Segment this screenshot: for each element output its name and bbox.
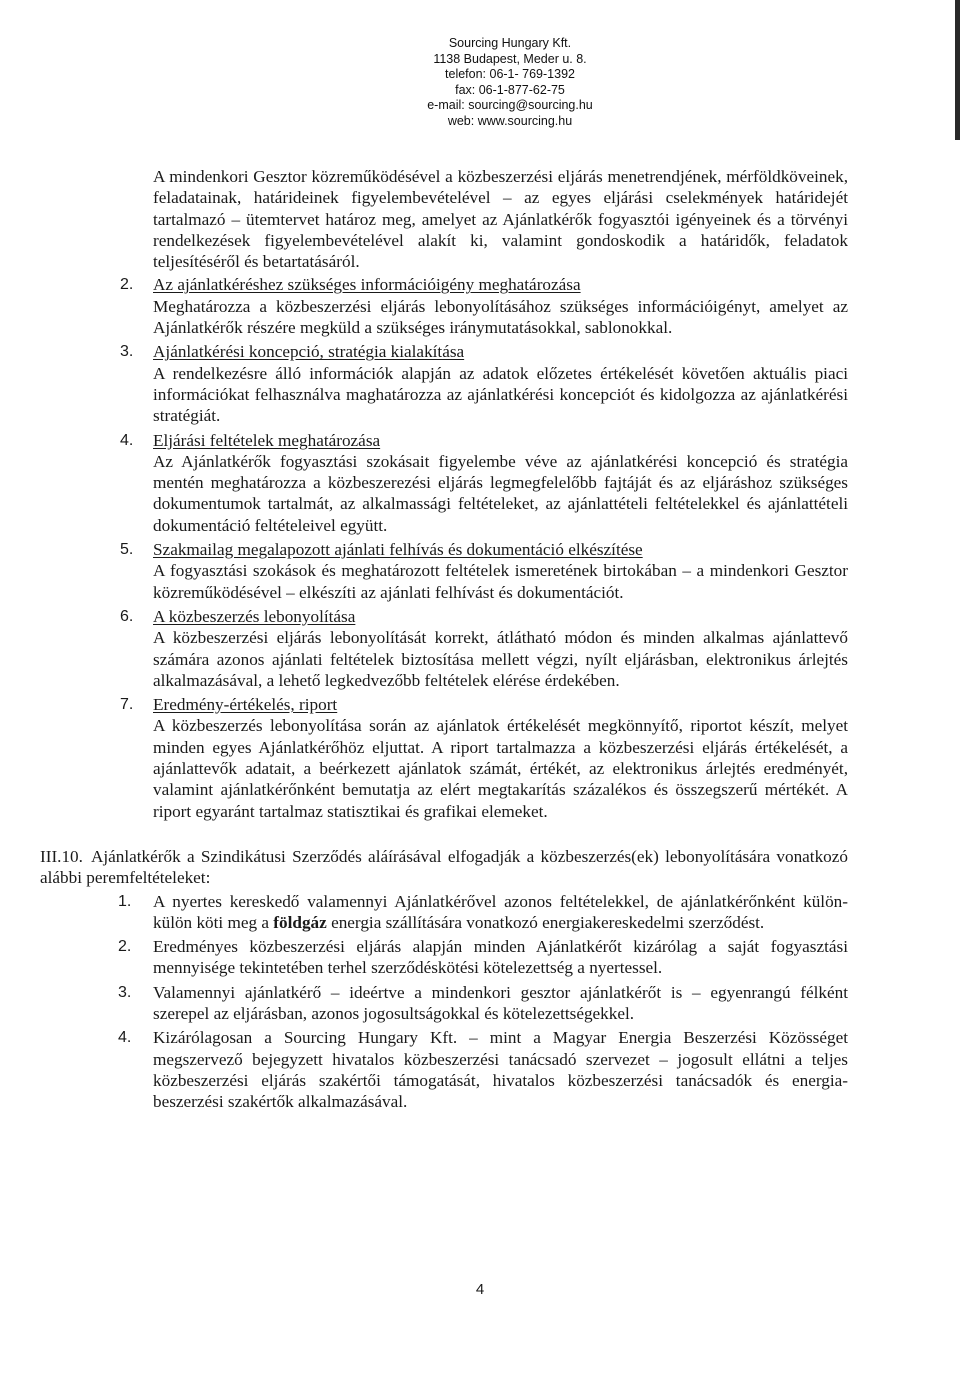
company-email: e-mail: sourcing@sourcing.hu	[427, 98, 593, 113]
company-web: web: www.sourcing.hu	[447, 113, 573, 128]
item-title: A közbeszerzés lebonyolítása	[153, 606, 356, 626]
condition-text	[153, 891, 848, 934]
company-fax: fax: 06-1-877-62-75	[455, 82, 565, 97]
intro-paragraph: A mindenkori Gesztor közreműködésével a közbeszerzési eljárás menetrendjének, mérföldköveinek, feladatainak, határideinek figyelembevételével – az egyes eljárási cselekmények határidejét tartalmazó – ütemtervet határoz meg, amelyet az Ajánlatkérők fogyasztói igényeinek és a törvényi rendelkezések figyelembevételével alakít ki, valamint gondoskodik a határidők, feladatok teljesítéséről és betartatásáról.	[153, 167, 848, 272]
item-title: Az ajánlatkéréshez szükséges információigény meghatározása	[153, 275, 581, 295]
company-address: 1138 Budapest, Meder u. 8.	[433, 51, 587, 66]
item-title: Szakmailag megalapozott ajánlati felhívás és dokumentáció elkészítése	[153, 540, 643, 560]
item-text: Az Ajánlatkérők fogyasztási szokásait figyelembe véve az ajánlatkérési koncepció és stratégia mentén meghatározza a közbeszerezési eljárás legmegfelelőbb fajtáját és az eljáráshoz szükséges dokumentumok tartalmát, az alkalmassági feltételeket, az ajánlattételi feltételekkel és ajánlattételi dokumentáció feltételeivel együtt.	[153, 451, 848, 535]
list-item	[96, 936, 848, 979]
item-number: 3.	[120, 343, 134, 361]
condition-text: Eredményes közbeszerzési eljárás alapján minden Ajánlatkérőt kizárólag a saját fogyasztási mennyisége tekintetében terhel szerződéskötési kötelezettség a nyertessel.	[153, 937, 848, 978]
condition-number: 4.	[118, 1029, 132, 1047]
item-number: 6.	[120, 607, 134, 625]
condition-number: 1.	[118, 892, 132, 910]
condition-text: Valamennyi ajánlatkérő – ideértve a mindenkori gesztor ajánlatkérőt is – egyenrangú félként szerepel az eljárásban, azonos jogosultságokkal és kötelezettségekkel.	[153, 982, 848, 1023]
item-title: Ajánlatkérési koncepció, stratégia kialakítása	[153, 342, 465, 362]
item-text: A közbeszerzés lebonyolítása során az ajánlatok értékelését megkönnyítő, riportot készít, melyet minden egyes Ajánlatkérőhöz eljuttat. A riport tartalmazza a közbeszerzési eljárás értékelését, a ajánlattevők adatait, a beérkezett ajánlatok számát, értékét, az elektronikus árlejtés eredményét, valamint ajánlatkérőnként bemutatja az elért megtakarítás százalékos és összegszerű mértékét. A riport egyaránt tartalmaz statisztikai és grafikai elemeket.	[153, 716, 848, 821]
item-text: A közbeszerzési eljárás lebonyolítását korrekt, átlátható módon és minden alkalmas ajánlattevő számára azonos ajánlati feltételek biztosítása mellett végzi, nyílt eljárásban, elektronikus árlejtés alkalmazásával, a lehető legkedvezőbb feltételek elérése érdekében.	[153, 628, 848, 690]
item-title: Eredmény-értékelés, riport	[153, 695, 338, 715]
condition-bold-term: földgáz	[273, 912, 327, 932]
section-number: III.10.	[40, 846, 83, 866]
item-number: 2.	[120, 276, 134, 294]
list-item	[96, 891, 848, 934]
list-item	[96, 430, 848, 536]
company-name: Sourcing Hungary Kft.	[448, 36, 572, 50]
condition-text-part: energia szállítására vonatkozó energiakereskedelmi szerződést.	[326, 912, 765, 932]
list-item	[96, 274, 848, 338]
list-item	[96, 539, 848, 603]
section-iii-10	[40, 846, 848, 889]
list-item	[96, 982, 848, 1025]
condition-number: 2.	[118, 938, 132, 956]
list-item	[96, 341, 848, 426]
section-text: Ajánlatkérők a Szindikátusi Szerződés aláírásával elfogadják a közbeszerzés(ek) lebonyolítására vonatkozó alábbi peremfeltételeket:	[40, 846, 848, 888]
item-title: Eljárási feltételek meghatározása	[153, 430, 381, 450]
list-item	[96, 694, 848, 822]
page-number: 4	[475, 1281, 485, 1298]
condition-text-part: A nyertes kereskedő valamennyi Ajánlatkérővel azonos feltételekkel, de ajánlatkérőnként külön-külön köti meg a	[153, 891, 848, 932]
condition-text: Kizárólagosan a Sourcing Hungary Kft. – mint a Magyar Energia Beszerzési Közösséget megszervező bejegyzett hivatalos közbeszerzési tanácsadó szervezet – jogosult ellátni a teljes közbeszerzési eljárás szakértői támogatását, hivatalos közbeszerzési tanácsadók és energia-beszerzési szakértők alkalmazásával.	[153, 1028, 848, 1112]
list-item	[96, 1027, 848, 1112]
item-number: 4.	[120, 431, 134, 449]
condition-number: 3.	[118, 983, 132, 1001]
service-list	[96, 274, 848, 821]
item-number: 5.	[120, 541, 134, 559]
item-text: Meghatározza a közbeszerzési eljárás lebonyolításához szükséges információigényt, amelyet az Ajánlatkérők részére megküld a szükséges iránymutatásokkal, sablonokkal.	[153, 296, 848, 338]
document-body	[40, 166, 848, 1113]
item-text: A fogyasztási szokások és meghatározott feltételek ismeretének birtokában – a mindenkori Gesztor közreműködésével – elkészíti az ajánlati felhívást és dokumentációt.	[153, 561, 848, 602]
letterhead	[0, 36, 960, 130]
item-number: 7.	[120, 696, 134, 714]
list-item	[96, 606, 848, 691]
conditions-list	[96, 891, 848, 1113]
item-text: A rendelkezésre álló információk alapján az adatok előzetes értékelését követően aktuális piaci információkat felhasználva maghatározza az ajánlatkérési koncepciót és kidolgozza az ajánlatkérési stratégiát.	[153, 363, 848, 426]
company-phone: telefon: 06-1- 769-1392	[445, 67, 575, 82]
